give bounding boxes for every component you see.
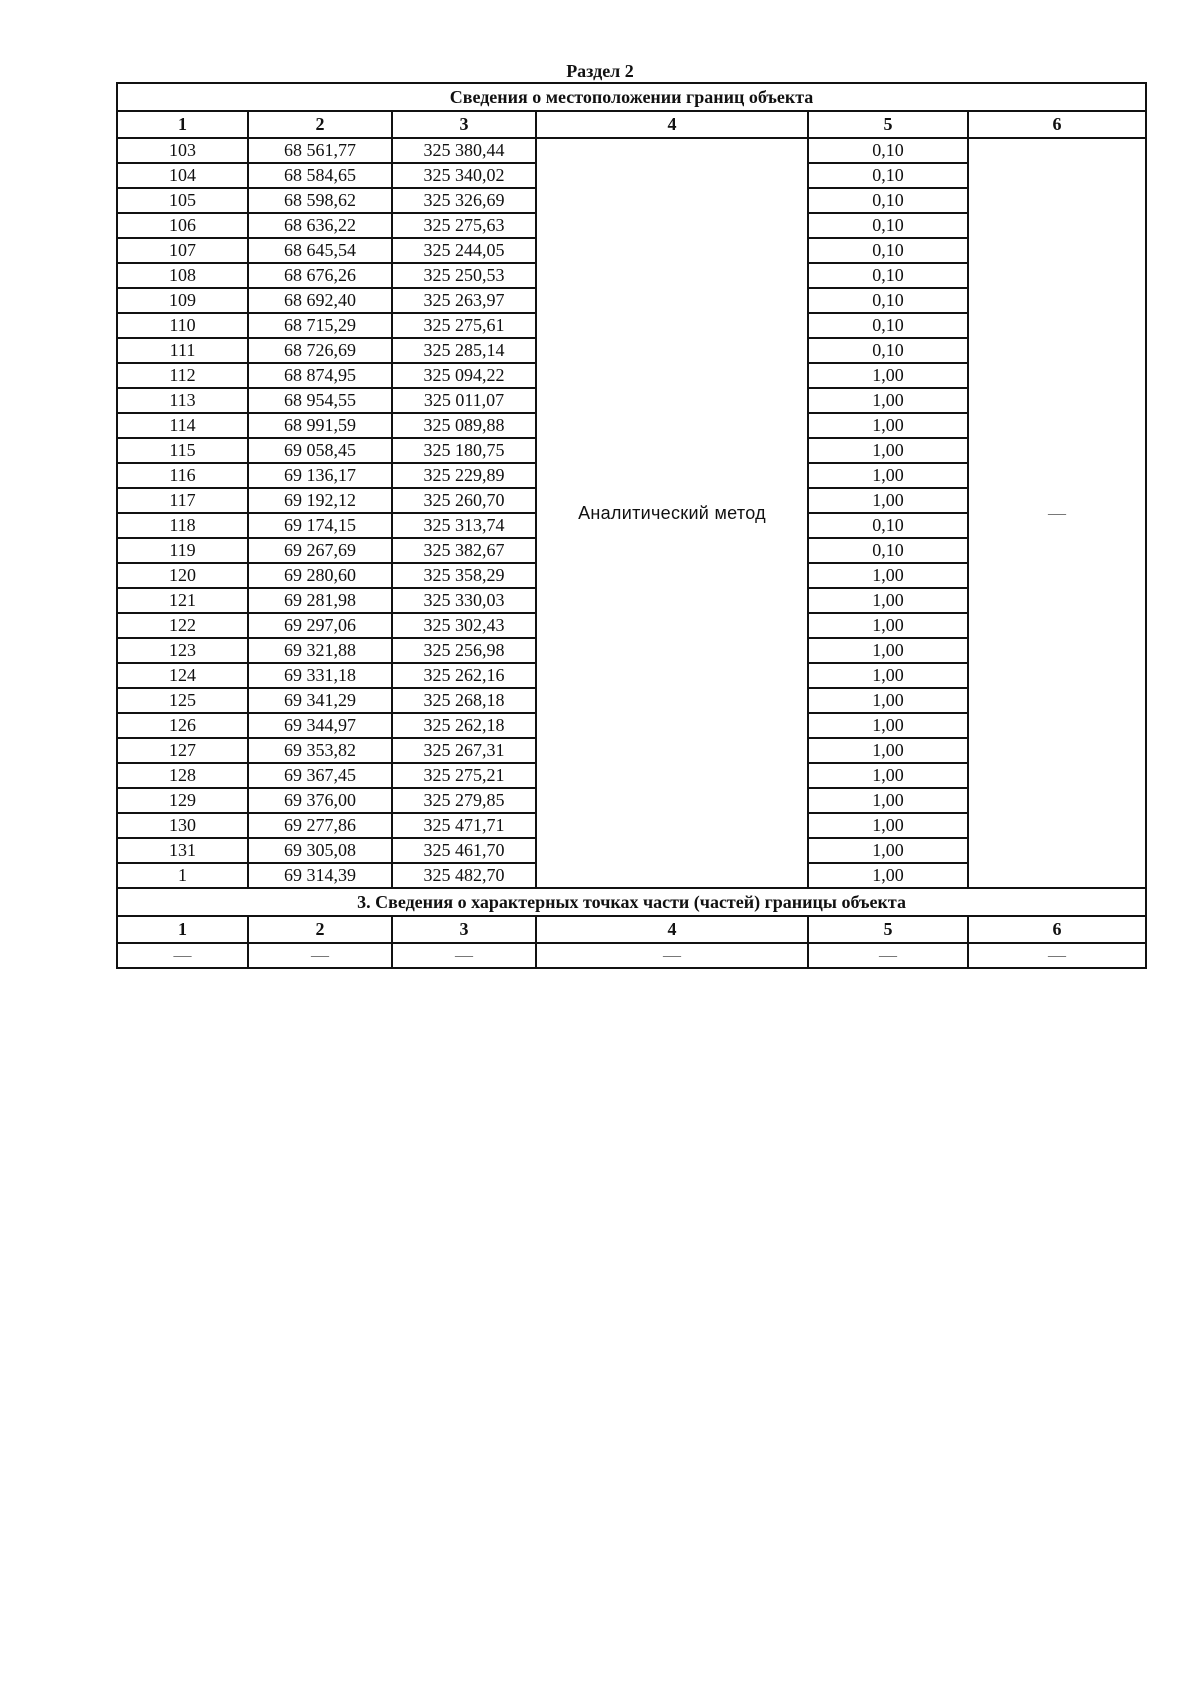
coordinate-x-cell: 68 676,26 (248, 263, 392, 288)
accuracy-cell: 0,10 (808, 338, 968, 363)
coordinate-y-cell: 325 263,97 (392, 288, 536, 313)
coordinate-y-cell: 325 250,53 (392, 263, 536, 288)
coordinate-x-cell: 69 344,97 (248, 713, 392, 738)
section3-cell: — (968, 943, 1146, 968)
section3-cell: — (536, 943, 808, 968)
coordinate-x-cell: 69 321,88 (248, 638, 392, 663)
point-number-cell: 125 (117, 688, 248, 713)
coordinate-y-cell: 325 256,98 (392, 638, 536, 663)
accuracy-cell: 0,10 (808, 288, 968, 313)
section3-column-header: 2 (248, 916, 392, 943)
section3-row (117, 943, 1146, 968)
method-cell: Аналитический метод (536, 138, 808, 888)
accuracy-cell: 1,00 (808, 788, 968, 813)
coordinate-x-cell: 69 058,45 (248, 438, 392, 463)
point-number-cell: 127 (117, 738, 248, 763)
coordinate-y-cell: 325 302,43 (392, 613, 536, 638)
coordinate-y-cell: 325 275,21 (392, 763, 536, 788)
coordinate-y-cell: 325 471,71 (392, 813, 536, 838)
point-number-cell: 104 (117, 163, 248, 188)
boundary-table (116, 82, 1147, 969)
accuracy-cell: 1,00 (808, 388, 968, 413)
coordinate-x-cell: 69 331,18 (248, 663, 392, 688)
accuracy-cell: 0,10 (808, 188, 968, 213)
accuracy-cell: 1,00 (808, 863, 968, 888)
coordinate-y-cell: 325 229,89 (392, 463, 536, 488)
column-header: 5 (808, 111, 968, 138)
coordinate-y-cell: 325 260,70 (392, 488, 536, 513)
coordinate-x-cell: 68 692,40 (248, 288, 392, 313)
section3-title: 3. Сведения о характерных точках части (частей) границы объекта (117, 888, 1146, 916)
accuracy-cell: 1,00 (808, 438, 968, 463)
coordinate-y-cell: 325 313,74 (392, 513, 536, 538)
coordinate-x-cell: 69 280,60 (248, 563, 392, 588)
point-number-cell: 107 (117, 238, 248, 263)
accuracy-cell: 1,00 (808, 688, 968, 713)
accuracy-cell: 0,10 (808, 263, 968, 288)
point-number-cell: 110 (117, 313, 248, 338)
section3-column-header: 3 (392, 916, 536, 943)
accuracy-cell: 1,00 (808, 663, 968, 688)
section3-header-row (117, 916, 1146, 943)
coordinate-x-cell: 68 874,95 (248, 363, 392, 388)
coordinate-y-cell: 325 382,67 (392, 538, 536, 563)
coordinate-y-cell: 325 340,02 (392, 163, 536, 188)
coordinate-y-cell: 325 089,88 (392, 413, 536, 438)
coordinate-y-cell: 325 262,18 (392, 713, 536, 738)
coordinate-x-cell: 68 636,22 (248, 213, 392, 238)
accuracy-cell: 1,00 (808, 638, 968, 663)
point-number-cell: 120 (117, 563, 248, 588)
column6-cell: — (968, 138, 1146, 888)
point-number-cell: 119 (117, 538, 248, 563)
section3-column-header: 6 (968, 916, 1146, 943)
accuracy-cell: 1,00 (808, 588, 968, 613)
coordinate-x-cell: 69 297,06 (248, 613, 392, 638)
column-header-row (117, 111, 1146, 138)
point-number-cell: 129 (117, 788, 248, 813)
accuracy-cell: 1,00 (808, 563, 968, 588)
coordinate-y-cell: 325 094,22 (392, 363, 536, 388)
point-number-cell: 116 (117, 463, 248, 488)
point-number-cell: 118 (117, 513, 248, 538)
coordinate-y-cell: 325 326,69 (392, 188, 536, 213)
coordinate-x-cell: 69 267,69 (248, 538, 392, 563)
point-number-cell: 111 (117, 338, 248, 363)
column-header: 2 (248, 111, 392, 138)
accuracy-cell: 1,00 (808, 763, 968, 788)
point-number-cell: 106 (117, 213, 248, 238)
accuracy-cell: 0,10 (808, 538, 968, 563)
accuracy-cell: 1,00 (808, 363, 968, 388)
point-number-cell: 122 (117, 613, 248, 638)
point-number-cell: 123 (117, 638, 248, 663)
coordinate-x-cell: 69 376,00 (248, 788, 392, 813)
coordinate-y-cell: 325 267,31 (392, 738, 536, 763)
accuracy-cell: 1,00 (808, 413, 968, 438)
coordinate-y-cell: 325 358,29 (392, 563, 536, 588)
point-number-cell: 124 (117, 663, 248, 688)
coordinate-x-cell: 68 726,69 (248, 338, 392, 363)
coordinate-x-cell: 69 192,12 (248, 488, 392, 513)
accuracy-cell: 1,00 (808, 488, 968, 513)
section3-title-row (117, 888, 1146, 916)
coordinate-x-cell: 68 991,59 (248, 413, 392, 438)
section3-cell: — (392, 943, 536, 968)
accuracy-cell: 0,10 (808, 213, 968, 238)
coordinate-x-cell: 69 277,86 (248, 813, 392, 838)
point-number-cell: 131 (117, 838, 248, 863)
coordinate-y-cell: 325 279,85 (392, 788, 536, 813)
section3-cell: — (117, 943, 248, 968)
table-title: Сведения о местоположении границ объекта (117, 83, 1146, 111)
column-header: 3 (392, 111, 536, 138)
column-header: 6 (968, 111, 1146, 138)
point-number-cell: 117 (117, 488, 248, 513)
accuracy-cell: 1,00 (808, 713, 968, 738)
point-number-cell: 105 (117, 188, 248, 213)
coordinate-y-cell: 325 268,18 (392, 688, 536, 713)
coordinate-x-cell: 69 367,45 (248, 763, 392, 788)
point-number-cell: 112 (117, 363, 248, 388)
coordinate-x-cell: 69 341,29 (248, 688, 392, 713)
section3-cell: — (808, 943, 968, 968)
accuracy-cell: 0,10 (808, 163, 968, 188)
coordinate-x-cell: 69 305,08 (248, 838, 392, 863)
coordinate-y-cell: 325 285,14 (392, 338, 536, 363)
coordinate-y-cell: 325 380,44 (392, 138, 536, 163)
point-number-cell: 1 (117, 863, 248, 888)
coordinate-y-cell: 325 330,03 (392, 588, 536, 613)
point-number-cell: 108 (117, 263, 248, 288)
section3-column-header: 4 (536, 916, 808, 943)
coordinate-x-cell: 68 645,54 (248, 238, 392, 263)
coordinate-x-cell: 69 314,39 (248, 863, 392, 888)
section3-column-header: 5 (808, 916, 968, 943)
coordinate-x-cell: 68 561,77 (248, 138, 392, 163)
coordinate-x-cell: 68 715,29 (248, 313, 392, 338)
accuracy-cell: 0,10 (808, 238, 968, 263)
point-number-cell: 126 (117, 713, 248, 738)
coordinate-y-cell: 325 180,75 (392, 438, 536, 463)
coordinate-x-cell: 69 353,82 (248, 738, 392, 763)
accuracy-cell: 1,00 (808, 838, 968, 863)
point-number-cell: 113 (117, 388, 248, 413)
coordinate-y-cell: 325 262,16 (392, 663, 536, 688)
accuracy-cell: 0,10 (808, 313, 968, 338)
coordinate-y-cell: 325 275,61 (392, 313, 536, 338)
point-number-cell: 114 (117, 413, 248, 438)
point-number-cell: 128 (117, 763, 248, 788)
coordinate-y-cell: 325 244,05 (392, 238, 536, 263)
accuracy-cell: 1,00 (808, 813, 968, 838)
point-number-cell: 115 (117, 438, 248, 463)
section3-cell: — (248, 943, 392, 968)
coordinate-x-cell: 69 136,17 (248, 463, 392, 488)
column-header: 1 (117, 111, 248, 138)
point-number-cell: 121 (117, 588, 248, 613)
coordinate-y-cell: 325 461,70 (392, 838, 536, 863)
accuracy-cell: 0,10 (808, 513, 968, 538)
column-header: 4 (536, 111, 808, 138)
coordinate-x-cell: 68 584,65 (248, 163, 392, 188)
coordinate-y-cell: 325 275,63 (392, 213, 536, 238)
accuracy-cell: 1,00 (808, 463, 968, 488)
coordinate-y-cell: 325 011,07 (392, 388, 536, 413)
coordinate-y-cell: 325 482,70 (392, 863, 536, 888)
accuracy-cell: 1,00 (808, 613, 968, 638)
coordinate-x-cell: 69 281,98 (248, 588, 392, 613)
point-number-cell: 109 (117, 288, 248, 313)
accuracy-cell: 0,10 (808, 138, 968, 163)
coordinate-x-cell: 68 598,62 (248, 188, 392, 213)
accuracy-cell: 1,00 (808, 738, 968, 763)
table-row (117, 138, 1146, 163)
section3-column-header: 1 (117, 916, 248, 943)
point-number-cell: 130 (117, 813, 248, 838)
table-title-row (117, 83, 1146, 111)
section-label: Раздел 2 (566, 61, 634, 81)
coordinate-x-cell: 69 174,15 (248, 513, 392, 538)
coordinate-x-cell: 68 954,55 (248, 388, 392, 413)
point-number-cell: 103 (117, 138, 248, 163)
